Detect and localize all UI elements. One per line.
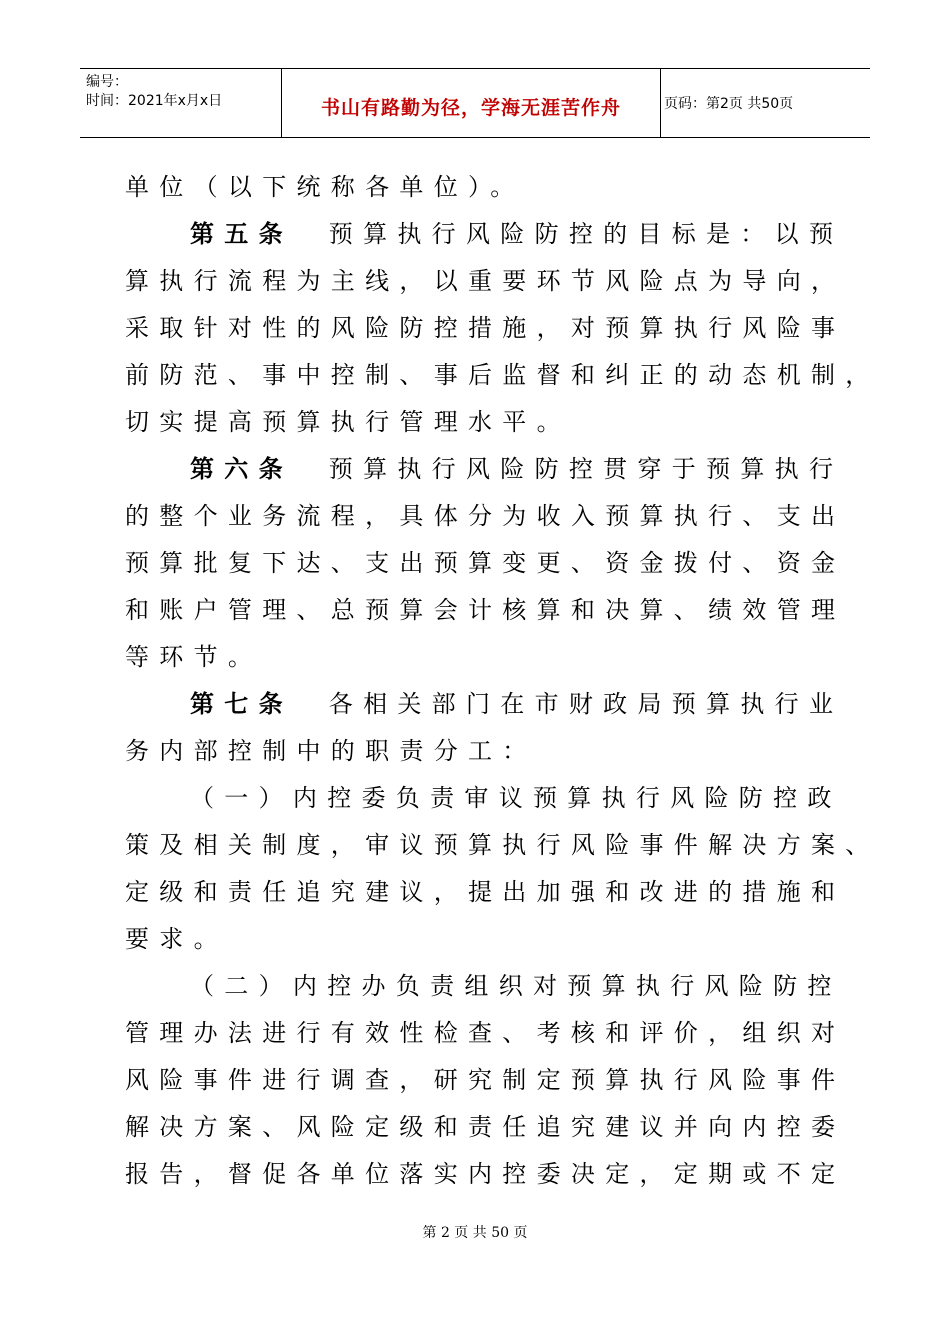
body-line: 务内部控制中的职责分工： [125, 737, 537, 765]
body-line: 要求。 [125, 925, 228, 953]
body-line: 风险事件进行调查，研究制定预算执行风险事件 [125, 1066, 846, 1094]
article-heading: 第七条 [190, 690, 293, 718]
body-line: 算执行流程为主线，以重要环节风险点为导向， [125, 267, 846, 295]
body-line: 采取针对性的风险防控措施，对预算执行风险事 [125, 314, 846, 342]
body-line: 策及相关制度，审议预算执行风险事件解决方案、 [125, 831, 880, 859]
body-line: 切实提高预算执行管理水平。 [125, 408, 571, 436]
page-footer: 第 2 页 共 50 页 [422, 1225, 528, 1241]
body-line: 第五条 预算执行风险防控的目标是：以预 [190, 220, 844, 248]
body-line: （二）内控办负责组织对预算执行风险防控 [190, 972, 842, 1000]
article-heading: 第六条 [190, 455, 293, 483]
number-label: 编号： [86, 74, 128, 90]
body-line: 预算批复下达、支出预算变更、资金拨付、资金 [125, 549, 846, 577]
body-line: 等环节。 [125, 643, 263, 671]
motto-text: 书山有路勤为径，学海无涯苦作舟 [320, 97, 621, 119]
body-line: 报告，督促各单位落实内控委决定，定期或不定 [125, 1160, 846, 1188]
date-label: 时间：2021年x月x日 [86, 93, 223, 109]
body-line: 第七条 各相关部门在市财政局预算执行业 [190, 690, 844, 718]
body-line: 管理办法进行有效性检查、考核和评价，组织对 [125, 1019, 846, 1047]
body-line: 解决方案、风险定级和责任追究建议并向内控委 [125, 1113, 846, 1141]
document-header [80, 68, 870, 138]
body-line: 和账户管理、总预算会计核算和决算、绩效管理 [125, 596, 846, 624]
body-line: （一）内控委负责审议预算执行风险防控政 [190, 784, 842, 812]
header-motto-cell [282, 69, 661, 137]
body-line: 第六条 预算执行风险防控贯穿于预算执行 [190, 455, 844, 483]
body-line: 的整个业务流程，具体分为收入预算执行、支出 [125, 502, 846, 530]
article-heading: 第五条 [190, 220, 293, 248]
page-label: 页码：第2页 共50页 [664, 96, 794, 112]
header-meta-cell [80, 69, 282, 137]
body-line: 前防范、事中控制、事后监督和纠正的动态机制， [125, 361, 880, 389]
body-line: 定级和责任追究建议，提出加强和改进的措施和 [125, 878, 846, 906]
body-line: 单位（以下统称各单位）。 [125, 173, 525, 201]
